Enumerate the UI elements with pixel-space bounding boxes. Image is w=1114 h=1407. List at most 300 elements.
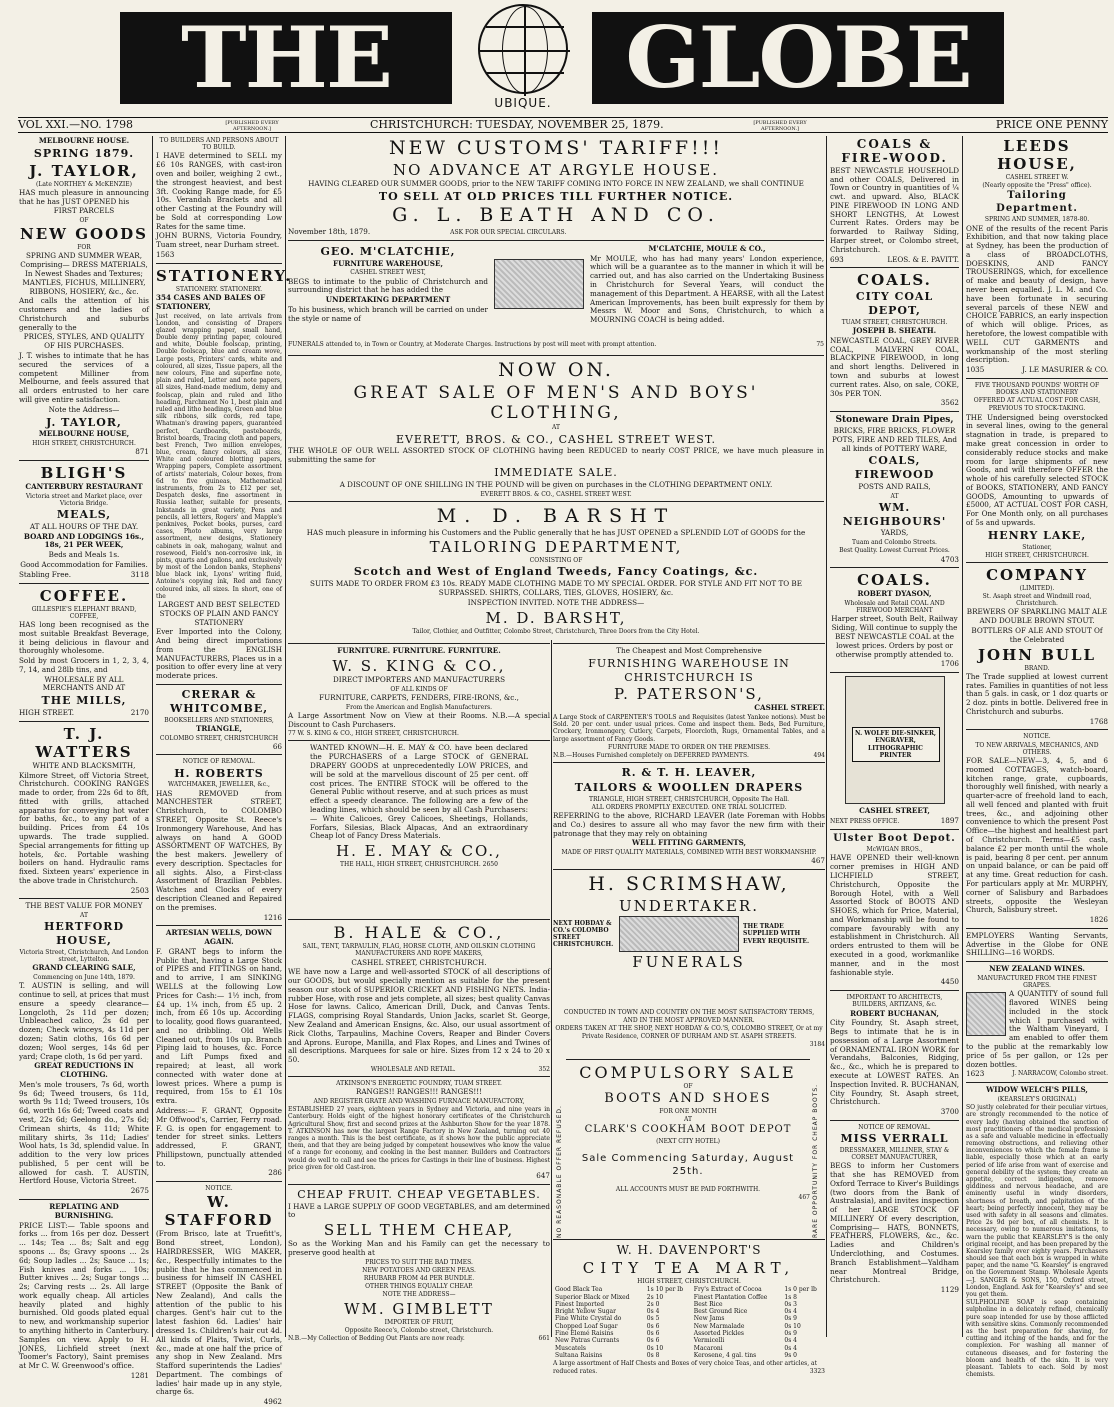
ad-name: MISS VERRALL [840, 1132, 949, 1146]
ad-text: Address:— F. GRANT, Opposite Mr Offwood's, Carrier, Ferry road. F. G. is open for engagement to tender for street sinks. Letters addressed, F. GRANT, Phillipstown, punctually attended to. [156, 1105, 282, 1168]
ad-subtitle: SPRING 1879. [33, 146, 135, 160]
ad-text: SPRING AND SUMMER WEAR, Comprising— DRESS MATERIALS, In Newest Shades and Textures; MANTLES, FICHUS, MILLINERY, RIBBONS, HOSIERY, &c., &c. [20, 251, 148, 296]
table-cell: 0s 8 [646, 1352, 660, 1359]
ad-text: J. LE MASURIER & CO. [1022, 365, 1108, 375]
table-cell: 0s 6 [646, 1322, 660, 1330]
ad-name: EVERETT, BROS. & CO., CASHEL STREET WEST. [395, 432, 717, 446]
table-cell: 0s 4 [784, 1308, 797, 1316]
published-note-left: [PUBLISHED EVERY AFTERNOON.] [225, 120, 279, 132]
ad-text: Beds and Meals 1s. [48, 550, 120, 560]
ad-text: (NEXT CITY HOTEL) [656, 1137, 720, 1145]
ad-text: Best Quality. Lowest Current Prices. [839, 547, 950, 555]
ad-text: Mr MOULE, who has had many years' London experience, which will be a guarantee as to the manner in which it will be carried out, and has also carried on the Undertaking Business in Christchurch for Several Years, will conduct the management of this Department. A HEARSE, with all the Latest American Improvements, has been built expressly for them by Messrs W. Moor and Sons, Christchurch, to which a MOURNING COACH is being added. [590, 253, 824, 325]
ad-text: HIGH STREET, CHRISTCHURCH. [985, 551, 1089, 559]
table-cell: 0s 3 [784, 1300, 797, 1308]
ad-headline: IMMEDIATE SALE. [494, 465, 618, 479]
table-cell: New Marmalade [693, 1322, 745, 1330]
ad-number: 661 [538, 1334, 550, 1342]
ad-title: W. STAFFORD [164, 1193, 274, 1230]
ad-name: H. SCRIMSHAW, [588, 873, 790, 896]
ad-text: Stationer, [1022, 543, 1052, 551]
ad-text: N.B.—My Collection of Bedding Out Plants are now ready. [288, 1334, 465, 1342]
ad-name: B. HALE & CO., [333, 923, 505, 942]
published-note-right: [PUBLISHED EVERY AFTERNOON.] [753, 120, 807, 132]
ad-subtitle: DRESSMAKER, MILLINER, STAY & CORSET MANUFACTURER, [839, 1146, 950, 1161]
ad-text [966, 1070, 1108, 1079]
table-cell: Muscatels [555, 1344, 586, 1352]
ad-name: ROBERT DYASON, [857, 589, 932, 599]
ad-text: FURNITURE, CARPETS, FENDERS, FIRE-IRONS, &c., [319, 692, 519, 702]
table-cell: Superior Black or Mixed [555, 1293, 630, 1301]
wolfe-sign: N. WOLFE DIE-SINKER, ENGRAVER, LITHOGRAPHIC PRINTER [852, 727, 940, 762]
ad-text: (From Brisco, late at Truefitt's, Bond street, London), HAIRDRESSER, WIG MAKER, &c., Respectfully intimates to the public that he has commenced in business for himself IN CASHEL STREET (Opposite the Bank of New Zealand), And calls the attention of the public to his charges. Gent's hair cut to the latest fashion 6d. Ladies' hair dressed 1s. Children's hair cut 4d. All kinds of Plaits, Twist, Curls, &c., made at one half the price of any shop in New Zealand. Mrs Stafford superintends the Ladies' Department. The combings of ladies' hair made up in any style, charge 6s. [156, 1229, 282, 1397]
ad-date: November 18th, 1879. [288, 227, 371, 237]
ad-text: WHOLESALE AND RETAIL. [370, 1065, 456, 1073]
ad-number: 647 [536, 1170, 550, 1180]
ad-name: ROBERT BUCHANAN, [850, 1008, 939, 1018]
ad-name: W. H. DAVENPORT'S [616, 1243, 762, 1257]
table-cell: Finest Imported [555, 1300, 605, 1308]
ad-headline: WELL FITTING GARMENTS, [631, 838, 747, 848]
ad-number: 1281 [130, 1370, 149, 1380]
ad-headline: RANGES!! RANGES!!! RANGES!!! [355, 1087, 483, 1097]
ad-title: ARTESIAN WELLS, DOWN AGAIN. [165, 928, 273, 947]
ad-text: IMPORTER OF FRUIT, [384, 1318, 454, 1326]
ad-number: 4962 [263, 1397, 282, 1407]
ad-title: ATKINSON'S ENERGETIC FOUNDRY, TUAM STREET. [336, 1080, 502, 1088]
ad-headline: NEW CUSTOMS' TARIFF!!! [388, 137, 724, 159]
ad-headline: Sale Commencing Saturday, August 25th. [581, 1153, 795, 1177]
ad-text [288, 341, 824, 348]
ad-subtitle: FURNITURE WAREHOUSE, [333, 258, 443, 268]
ad-headline: TAILORING DEPARTMENT, [429, 538, 683, 557]
ad-subtitle: TAILORS & WOOLLEN DRAPERS [574, 780, 804, 794]
ad-text: Tuam and Colombo Streets. [852, 539, 937, 547]
ad-number: 1706 [940, 659, 959, 669]
ad-text: COLOMBO STREET, CHRISTCHURCH [159, 734, 279, 742]
ad-text: THE TRADE SUPPLIED WITH EVERY REQUISITE. [743, 923, 810, 945]
ad-number: 66 [272, 741, 282, 751]
ad-name: WM. GIMBLETT [344, 1299, 494, 1318]
table-row [553, 1294, 825, 1301]
ad-text: CASHEL STREET W. [1005, 174, 1069, 181]
knight-illustration [845, 676, 945, 804]
ad-headline: MEALS, [56, 508, 112, 522]
ad-subtitle: UNDERTAKER. [618, 896, 759, 915]
ad-name: JOHN BULL [977, 645, 1097, 664]
ad-number: 3562 [940, 398, 959, 408]
table-cell: Assorted Pickles [693, 1330, 744, 1338]
table-cell: Fine White Crystal do [555, 1315, 622, 1323]
ad-text: TUAM STREET, CHRISTCHURCH. [841, 318, 948, 326]
table-row [553, 1330, 825, 1337]
column-rule [551, 640, 552, 916]
ad-text: FURNITURE MADE TO ORDER ON THE PREMISES. [607, 743, 770, 751]
ad-melbourne-house [19, 137, 149, 457]
ad-text: MADE OF FIRST QUALITY MATERIALS, COMBINED WITH BEST WORKMANSHIP. [561, 849, 817, 857]
ad-text [19, 571, 149, 580]
ad-text: NOTE THE ADDRESS— [382, 1291, 456, 1299]
ad-title: COALS. [857, 571, 932, 590]
side-tag-left: NO REASONABLE OFFER REFUSED. [556, 1105, 563, 1238]
ad-text: FIRST PARCELS [53, 206, 115, 216]
ad-text: LEOS. & E. PAVITT. [887, 254, 959, 264]
ad-name: J. TAYLOR, [46, 415, 122, 429]
ad-title: REPLATING AND BURNISHING. [49, 1202, 119, 1220]
table-cell: Bright Yellow Sugar [555, 1308, 616, 1316]
ad-text: HIGH STREET, CHRISTCHURCH. [32, 440, 136, 448]
ad-text: Stabling Free. [19, 569, 72, 579]
ad-headline: NO ADVANCE AT ARGYLE HOUSE. [393, 160, 719, 179]
ad-text: And calls the attention of his customers and the ladies of Christchurch and suburbs generally to the [19, 296, 149, 332]
ad-text: AT [551, 424, 560, 432]
wide-top-block [288, 136, 824, 636]
ad-title: TO BUILDERS AND PERSONS ABOUT TO BUILD. [159, 137, 279, 152]
ad-headline: GREAT REDUCTIONS IN CLOTHING. [34, 1061, 134, 1080]
ad-name: R. & T. H. LEAVER, [621, 766, 757, 780]
column-1 [16, 136, 152, 1380]
ad-subtitle: STATIONERY. STATIONERY. [175, 285, 263, 293]
ad-text: J. T. wishes to intimate that he has secured the services of a competent Milliner from Melbourne, and feels assured that all orders entrusted to her care will give entire satisfaction. [19, 351, 149, 404]
ad-text: The Cheapest and Most Comprehensive [616, 646, 762, 655]
ad-headline: 354 CASES AND BALES OF STATIONERY, [156, 292, 266, 311]
ad-title: Stoneware Drain Pipes, [835, 415, 954, 426]
ad-text: BREWERS OF SPARKLING MALT ALE AND DOUBLE BROWN STOUT. [966, 607, 1108, 626]
ad-text: REFERRING to the above, RICHARD LEAVER (late Foreman with Hobbs and Co.) desires to assure all who may favor the new firm with their patronage that they may rely on obtaining [553, 811, 825, 838]
ad-text: AT [79, 912, 88, 920]
ad-text [288, 1335, 550, 1342]
table-cell: Fry's Extract of Cocoa [693, 1286, 762, 1294]
ad-number: 352 [538, 1065, 550, 1073]
table-cell: Vermicelli [693, 1337, 725, 1345]
ad-text: WANTED KNOWN—H. E. MAY & CO. have been declared the PURCHASERS of a Large STOCK of GENERAL DRAPERY GOODS at unprecedentedly LOW PRICES, and will be sold at the marvellous discount of 25 per cent. off cost prices. The ENTIRE STOCK will be offered to the General Public without reserve, and at such prices as must effect a speedy clearance. The following are a few of the leading lines, which should be seen by all Cash Purchasers:— White Calicoes, Grey Calicoes, Sheetings, Hollands, Forfars, Silesias, Black Alpacas, And an extraordinary Cheap lot of Fancy Dress Materials. [310, 743, 528, 841]
ad-title: FURNITURE. FURNITURE. FURNITURE. [337, 646, 501, 655]
ad-title: BLIGH'S [40, 464, 128, 482]
ad-text: NEXT HOBDAY & CO.'s COLOMBO STREET CHRISTCHURCH. [553, 919, 614, 949]
ad-headline: Scotch and West of England Tweeds, Fancy Coatings, &c. [353, 565, 759, 579]
ad-headline: CITY COAL DEPOT, [855, 290, 934, 318]
ad-title: COALS & FIRE-WOOD. [841, 137, 948, 166]
ad-text: AT [683, 1116, 692, 1124]
ad-employers: EMPLOYERS Wanting Servants, Advertise in the Globe for ONE SHILLING—16 WORDS. [966, 930, 1108, 958]
table-row [553, 1315, 825, 1322]
ad-text: Opposite Reece's, Colombo street, Christchurch. [344, 1326, 494, 1334]
ad-gimblett [288, 1188, 550, 1342]
table-cell: 0s 10 [646, 1344, 664, 1352]
ad-text: FOR ONE MONTH [659, 1107, 717, 1115]
ad-number: 467 [798, 1194, 810, 1202]
ad-tj-watters [19, 725, 149, 896]
table-cell: Good Black Tea [555, 1286, 603, 1294]
ad-text: So as the Working Man and his Family can get the necessary to preserve good health at [288, 1239, 550, 1257]
funeral-carriage-illustration [619, 916, 739, 952]
ad-title: COALS. [857, 271, 932, 290]
ad-text: MELBOURNE HOUSE, [38, 429, 130, 439]
table-cell: 0s 6 [646, 1337, 660, 1345]
ad-headline: CITY TEA MART, [582, 1259, 796, 1277]
ad-title: NEW ZEALAND WINES. [989, 964, 1085, 974]
ad-number: 286 [268, 1168, 282, 1178]
globe-icon [478, 4, 568, 94]
table-cell: 0s 5 [646, 1315, 660, 1323]
ad-text: The Trade supplied at lowest current rates. Families in quantities of not less than 5 gals. in cask, or 1 doz quarts or 2 doz. pints in bottle. Delivered free in Christchurch and suburbs. [966, 671, 1108, 716]
ad-text: ESTABLISHED 27 years, eighteen years in Sydney and Victoria, and nine years in Canterbury. Holds eight of the highest honorary certificates of the Christchurch Agricultural Show, first and second prizes at the Ashburton Show for the year 1878. T. ATKINSON has now the largest Range Factory in New Zealand, turning out 40 ranges a month. This is the best certificate, as it shows how the public appreciate them, and that they are being judged by competent housewives who know the value of a range for economy, and cooking in the best manner. Builders and Contractors would do well to call and see the prices for Castings in their line of business. Highest price given for old Cast-iron. [288, 1106, 550, 1171]
ad-text: BOARD AND LODGINGS 16s., 18s, 21 PER WEEK, [23, 531, 145, 550]
ad-headline: NEW GOODS [20, 225, 148, 244]
ad-text: CASHEL STREET, [859, 806, 930, 816]
ad-text: PRICE LIST:— Table spoons and forks ... from 16s per doz. Dessert ... 14s; Tea ... 8s; Salt and egg spoons ... 8s; Gravy spoons ... 2s 6d; Soup ladles ... 2s; Sauce ... 1s; Fish knives and forks ... 10s; Butter knives ... 2s; Sugar tongs ... 2s; Carving rests ... 2s. All large work equally cheap. All articles heavily plated and highly burnished. Old goods plated equal to new, and workmanship superior to anything hitherto in Canterbury. Samples on view. Apply to H. JONES, Lichfield street (next Toomer's Factory), Saint premises at Mr C. W. Greenwood's office. [19, 1220, 149, 1371]
table-cell: 0s 4 [784, 1337, 797, 1345]
ad-name: J. TAYLOR, [29, 161, 139, 180]
ad-text: N.B.—Houses Furnished completely on DEFERRED PAYMENTS. [553, 752, 749, 759]
ad-leaver [553, 766, 825, 866]
table-cell: Chopped Loaf Sugar [555, 1322, 618, 1330]
ad-artesian-wells [156, 929, 282, 1178]
ad-dyason [830, 571, 959, 669]
column-rule [551, 916, 552, 1337]
ad-text: YARDS, [880, 528, 909, 538]
ad-text: ONE of the results of the recent Paris Exhibition, and that now taking place at Sydney, has been the production of a class of BROADCLOTHS, DOESKINS, AND FANCY TROUSERINGS, which, for excellence of make and beauty of design, have never been equalled. J. L. M. and Co. have been fortunate in securing several parcels of these NEW and CHOICE FABRICS, an early inspection of which will oblige. Prices, as heretofore, the lowest compatible with WELL CUT GARMENTS and workmanship of the most sterling description. [966, 223, 1108, 365]
ad-title: WIDOW WELCH'S PILLS, [986, 1085, 1088, 1095]
ad-number: 1768 [1089, 716, 1108, 726]
ad-text: JOHN BURNS, Victoria Foundry, Tuam street, near Durham street. [156, 231, 282, 250]
table-row [553, 1286, 825, 1293]
ad-text: From the American and English Manufacturers. [345, 703, 493, 711]
table-cell: New Patras Currants [555, 1337, 620, 1345]
ad-text [966, 366, 1108, 375]
ad-text: SO justly celebrated for their peculiar virtues, are strongly recommended to the notice of every lady (having obtained the sanction of most practitioners of the medical profession) as a safe and valuable medicine in effectually removing obstructions, and relieving other inconveniences to which the female frame is liable, especially those which at an early period of life arise from want of exercise and general debility of the system; they create an appetite, correct indigestion, remove giddiness and nervous headache, and are eminently useful in windy disorders, shortness of breath, and palpitation of the heart; being perfectly innocent, they may be used with safety in all seasons and climates. Price 2s 9d per box, of all chemists. It is necessary, owing to numerous imitations, to warn the public that KEARSLEY'S is the only original receipt, and has been prepared by the Kearsley family over eighty years. Purchasers should see that each box is wrapped in white paper, and the name "G. Kearsley" is engraved on the Government Stamp. Wholesale Agents—J. SANGER & SONS, 150, Oxford street, London, England. Ask for "Kearsley's" and see you get them. [966, 1104, 1108, 1298]
ad-name: WM. NEIGHBOURS' [842, 500, 947, 528]
ad-title: HERTFORD HOUSE, [44, 920, 124, 948]
ad-text: BEST NEWCASTLE HOUSEHOLD and other COALS, Delivered in Town or Country in quantities of ¼ cwt. and upward. Also, BLACK PINE FIREWOOD IN LONG AND SHORT LENGTHS, At Lowest Current Rates. Orders may be forwarded to Railway Siding, Harper street, or Colombo street, Christchurch. [830, 165, 959, 254]
ad-mclatchie [288, 244, 824, 352]
ad-number: 1623 [966, 1069, 985, 1079]
ad-title: CHEAP FRUIT. CHEAP VEGETABLES. [297, 1187, 541, 1201]
table-cell: Fine Elemé Raisins [555, 1330, 614, 1338]
ad-name: H. ROBERTS [174, 766, 264, 780]
table-cell: 0s 10 [784, 1322, 801, 1330]
column-2 [153, 136, 293, 1407]
ad-subtitle: WATCHMAKER, JEWELLER, &c., [168, 781, 270, 789]
table-cell: Macaroni [693, 1344, 723, 1352]
ad-text: Harper street, South Belt, Railway Siding, Will continue to supply the BEST NEWCASTLE COAL at the lowest prices. Orders by post or otherwise promptly attended to. [831, 614, 958, 659]
masthead-title-right: GLOBE [592, 12, 1004, 104]
ad-number: 1216 [263, 912, 282, 922]
ad-title: Ulster Boot Depot. [833, 832, 956, 844]
ad-text: THE WHOLE OF OUR WELL ASSORTED STOCK OF CLOTHING having been REDUCED to nearly COST PRICE, we have much pleasure in submitting the same for [288, 446, 824, 465]
ad-text: ORDERS TAKEN AT THE SHOP, NEXT HOBDAY & CO.'S, COLOMBO STREET, Or at my Private Residence, CORNER OF DURHAM AND ST. ASAPH STREETS. [555, 1025, 823, 1040]
ad-headline: GREAT SALE OF MEN'S AND BOYS' CLOTHING, [353, 382, 759, 424]
ad-blighs-restaurant [19, 464, 149, 580]
ad-text [310, 861, 528, 868]
ad-text: Tailor, Clothier, and Outfitter, Colombo Street, Christchurch, Three Doors from the City Hotel. [412, 627, 700, 635]
ad-text: TRIANGLE, HIGH STREET, CHRISTCHURCH, Opposite The Hall. [588, 795, 790, 803]
ad-text: HIGH STREET. [19, 707, 75, 717]
ad-name: M'CLATCHIE, MOULE & CO., [648, 243, 766, 253]
ad-text: Kilmore Street, off Victoria Street, Christchurch. COOKING RANGES made to order, from 22s 6d to 8ft, fitted with grills, attached apparatus for conveying hot water for baths, &c., to any part of a building. Prices from £4 10s upwards. The trade supplied. Special arrangements for fitting up hotels, &c. Portable washing boilers on hand. Hydraulic rams fixed. Sixteen years' experience in the above trade in Christchurch. [19, 770, 149, 885]
ad-text: NOTICE OF REMOVAL. [858, 1123, 931, 1131]
ad-text: SUITS MADE TO ORDER FROM £3 10s. READY MADE CLOTHING MADE TO MY SPECIAL ORDER. FOR STYLE AND FIT NOT TO BE SURPASSED. SHIRTS, COLLARS, TIES, GLOVES, HOSIERY, &c. [310, 579, 802, 597]
ad-name: M. D. BARSHT, [485, 608, 627, 627]
ad-text: I HAVE a LARGE SUPPLY OF GOOD VEGETABLES, and am determined to [288, 1201, 550, 1220]
ad-builders [156, 137, 282, 260]
ad-argyle-house [288, 137, 824, 237]
ad-number: 1129 [940, 1285, 959, 1295]
ad-name: HENRY LAKE, [987, 528, 1087, 542]
ad-crerar-whitcombe [156, 688, 282, 751]
ad-text: Good Accommodation for Families. [20, 560, 148, 570]
ad-text: A DISCOUNT OF ONE SHILLING IN THE POUND will be given on purchases in the CLOTHING DEPARTMENT ONLY. [339, 479, 773, 489]
ad-text: FUNERALS attended to, in Town or Country, at Moderate Charges. Instructions by post will meet with prompt attention. [288, 340, 657, 348]
ad-headline: Tailoring Department. [996, 190, 1078, 214]
ad-name: G. L. BEATH AND CO. [392, 204, 720, 227]
ad-text: LARGEST AND BEST SELECTED STOCKS OF PLAIN AND FANCY STATIONERY [158, 600, 280, 627]
table-cell: Best Rice [693, 1300, 723, 1308]
ad-name: McWIGAN BROS., [866, 846, 923, 854]
ad-text: Victoria street and Market place, over Victoria Bridge. [25, 492, 143, 507]
ad-text: HAS REMOVED from MANCHESTER STREET, Christchurch, to COLOMBO STREET, Opposite St. Reece's Ironmongery Warehouse, And has always on hand A GOOD ASSORTMENT OF WATCHES, By the best makers. Jewellery of every description. Spectacles for all sights. Also, a First-class Assortment of Brazilian Pebbles. Watches and Clocks of every description Cleaned and Repaired on the premises. [156, 788, 282, 912]
ad-text: WE have now a Large and well-assorted STOCK of all descriptions of our GOODS, but would specially mention as suitable for the present season our stock of SUPERIOR CRICKET AND FISHING NETS. India-rubber Hose, with rose and jets complete, all sizes; best quality Canvas Hose for lawns. Calico, American Drill, Duck, and Canvas Tents. FLAGS, comprising Royal Standards, Union Jacks, scarlet St. George, New Zealand and American Ensigns, &c. Also, our usual assortment of Rick Cloths, Tarpaulins, Machine Covers, Reaper and Binder Covers and Aprons. Europe, Manilla, and Flax Ropes, and Lines and Twines of all descriptions. Marquees for sale or hire. Sizes from 12 x 24 to 20 x 50. [288, 967, 550, 1065]
ad-text: (Late NORTHEY & McKENZIE) [36, 180, 132, 188]
ad-buchanan [830, 994, 959, 1117]
ad-city-coal-depot [830, 271, 959, 408]
ad-number: 4450 [940, 977, 959, 987]
ad-text: F. GRANT begs to inform the Public that, having a Large Stock of PIPES and FITTINGS on hand, and to arrive, I am SINKING WELLS at the following Low Prices for Cash:— 1½ inch, from £4 up. 1¼ inch, from £5 up. 2 inch, from £6 10s up. According to locality, good flows guaranteed, and no dribbling. Old Wells Cleaned out, from 10s up. Branch Piping laid to houses, &c. Force and Lift Pumps fixed and repaired; at least, all work connected with water done at lowest prices. Where a pump is required, from 15s to £1 10s extra. [156, 946, 282, 1106]
ad-text: Men's mole trousers, 7s 6d, worth 9s 6d; Tweed trousers, 6s 11d, worth 9s 11d; Tweed trousers, 10s 6d, worth 16s 6d; Tweed coats and vest, 22s 6d; Geelong do., 27s 6d; Crimean shirts, 4s 11d; White military shirts, 3s 11d; Ladies' Wool hats, 1s 3d, splendid value. In addition to the very low prices published, 5 per cent will be allowed for cash. T. AUSTIN, Hertford House, Victoria Street. [19, 1079, 149, 1186]
table-cell: Sultana Raisins [555, 1352, 603, 1359]
ad-headline: NOW ON. [498, 358, 614, 381]
ad-atkinson [288, 1080, 550, 1181]
ad-subtitle: AND REGISTER GRATE AND WASHING FURNACE MANUFACTORY, [313, 1098, 525, 1106]
ad-text: WHOLESALE BY ALL MERCHANTS AND AT [42, 674, 126, 693]
table-row [553, 1308, 825, 1315]
scrimshaw-terms [553, 1008, 825, 1052]
ad-text: T. AUSTIN is selling, and will continue to sell, at prices that must ensure a speedy clearance— Longcloth, 2s 11d per dozen; Unbleached calico, 2s 6d per dozen; Check winceys, 4s 11d per dozen; Satin cloths, 16s 6d per dozen; Wool serges, 14s 6d per yard; Crape cloth, 1s 6d per yard. [19, 981, 149, 1061]
table-cell: Kerosene, 4 gal. tins [693, 1352, 757, 1359]
ad-text: SPRING AND SUMMER, 1878-80. [984, 216, 1090, 224]
ad-nz-wines [966, 965, 1108, 1079]
ad-text [553, 1360, 825, 1374]
masthead [0, 0, 1114, 118]
table-row [553, 1345, 825, 1352]
ad-subtitle: Wholesale and Retail COAL AND FIREWOOD MERCHANT [844, 600, 945, 615]
ad-leeds-house [966, 137, 1108, 375]
ad-ws-king [288, 647, 550, 737]
ad-text: CASHEL STREET, CHRISTCHURCH. [351, 957, 487, 967]
ad-title: COFFEE. [39, 586, 129, 605]
ad-miss-verrall [830, 1124, 959, 1295]
ad-text: RHUBARB FROM 4d PER BUNDLE. [363, 1275, 475, 1282]
ad-subtitle: (KEARSLEY'S ORIGINAL) [997, 1095, 1077, 1103]
ad-title: STATIONERY. [156, 266, 293, 285]
masthead-title-left: THE [120, 12, 452, 104]
ad-number: 2170 [130, 707, 149, 717]
ad-number: 2650 [482, 861, 498, 869]
ad-md-barsht [288, 505, 824, 635]
ad-number: 1826 [1089, 915, 1108, 925]
ad-neighbours [830, 415, 959, 564]
ad-text: MANUFACTURED FROM THE FINEST GRAPES. [977, 974, 1097, 990]
ad-text: Ever Imported into the Colony, And being direct importations from the ENGLISH MANUFACTURERS, Places us in a position to offer every line at very moderate prices. [156, 627, 282, 681]
ad-text: NEW POTATOES AND GREEN PEAS. [362, 1266, 476, 1274]
ad-text: EVERETT BROS. & CO., CASHEL STREET WEST. [480, 490, 632, 498]
ad-number: 871 [135, 447, 149, 457]
ad-headline: FURNISHING WAREHOUSE IN CHRISTCHURCH IS [588, 656, 790, 684]
ad-title: FIVE THOUSAND POUNDS' WORTH OF BOOKS AND STATIONERY [974, 381, 1100, 397]
ad-number: 1563 [156, 249, 175, 259]
ad-text: BOTTLERS OF ALE AND STOUT Of the Celebrated [971, 626, 1103, 644]
table-cell: New Jams [693, 1315, 725, 1323]
ad-text: HAS long been recognised as the most suitable Breakfast Beverage, it being delicious in flavour and thoroughly wholesome. [19, 619, 149, 656]
ad-text [553, 752, 825, 759]
ad-text: CASHEL STREET. [754, 703, 825, 713]
table-row [553, 1352, 825, 1359]
ad-text: HAS much pleasure in informing his Customers and the Public generally that he has JUST OPENED a SPLENDID LOT of GOODS for the [306, 527, 806, 537]
grapes-illustration [966, 992, 1006, 1036]
ad-headline: UNDERTAKING DEPARTMENT [325, 295, 451, 305]
ad-number: 1035 [966, 365, 985, 375]
ad-title: LEEDS HOUSE, [997, 137, 1077, 173]
ad-name: CLARK'S COOKHAM BOOT DEPOT [584, 1124, 792, 1136]
ad-headline: BOOTS AND SHOES [604, 1091, 772, 1107]
table-row [553, 1301, 825, 1308]
ad-replating [19, 1203, 149, 1381]
table-cell: 1s 10 per lb [646, 1286, 684, 1294]
ad-subtitle: SAIL, TENT, TARPAULIN, FLAG, HORSE CLOTH, AND OILSKIN CLOTHING MANUFACTURERS AND ROPE MAKERS, [302, 943, 536, 958]
ad-widow-welch [966, 1086, 1108, 1378]
ad-text: A QUANTITY of sound full flavored WINES being included in the stock which I purchased with the Waltham Vineyard, I am enabled to offer them to the public at the remarkably low price of 5s per gallon, or 12s per dozen bottles. [966, 989, 1108, 1069]
ad-text: CONDUCTED IN TOWN AND COUNTRY ON THE MOST SATISFACTORY TERMS, [563, 1009, 815, 1016]
table-cell: Finest Plantation Coffee [693, 1293, 768, 1301]
ad-h-roberts [156, 758, 282, 922]
ad-text: PRICES TO SUIT THE BAD TIMES. [365, 1258, 473, 1266]
ad-name: H. E. MAY & CO., [336, 842, 502, 861]
ad-text: City Foundry, St. Asaph street, Begs to intimate that he is in possession of a Large Assortment of ORNAMENTAL IRON WORK for Verandahs, Balconies, Ridging, &c., &c., which he is prepared to execute at LOWEST RATES. An Inspection Invited. R. BUCHANAN, City Foundry, St. Asaph street, Christchurch. [830, 1018, 959, 1107]
ad-number: 3700 [940, 1107, 959, 1117]
hearse-illustration [494, 259, 584, 309]
table-cell: 2s 0 [646, 1300, 660, 1308]
ad-number: 2675 [130, 1186, 149, 1196]
ad-headline: COMPULSORY SALE [579, 1063, 797, 1082]
ad-text: (LIMITED). [1019, 584, 1055, 592]
ad-stationery [156, 266, 293, 681]
ad-text: TO NEW ARRIVALS, MECHANICS, AND OTHERS. [975, 741, 1099, 756]
ad-text: TRIANGLE, [195, 723, 242, 733]
ad-text: AND IN THE MOST APPROVED MANNER. [623, 1017, 755, 1025]
table-cell: 9s 0 [784, 1352, 797, 1359]
ad-text: THE Undersigned being overstocked in several lines, owing to the general stagnation in trade, is prepared to make great concession in order to considerably reduce stocks and make room for large shipments of new Goods, and will therefore OFFER the whole of his carefully selected STOCK of BOOKS, STATIONERY, AND FANCY GOODS, Amounting to upwards of £5000, AT ACTUAL COST FOR CASH, For One Month only, on all purchases of 5s and upwards. [966, 412, 1108, 527]
ad-text: ALL ORDERS PROMPTLY EXECUTED. ONE TRIAL SOLICITED. [591, 803, 787, 811]
ad-text: J. NARRACOW, Colombo street. [1012, 1070, 1108, 1078]
ad-he-may [288, 744, 550, 868]
price-list-table [553, 1286, 825, 1359]
ad-compulsory-sale [566, 1056, 810, 1236]
ad-text: OFFERED AT ACTUAL COST FOR CASH, [973, 397, 1101, 405]
ad-coffee [19, 587, 149, 718]
ad-scrimshaw [553, 873, 825, 915]
table-cell: 1s 0 per lb [784, 1286, 817, 1294]
scrimshaw-continued [553, 916, 825, 1008]
ad-title: T. J. WATTERS [35, 724, 133, 761]
ad-text: A Large Assortment Now on View at their Rooms. N.B.—A special Discount to Cash Purchasers. [288, 710, 550, 729]
ad-text: THE HALL, HIGH STREET, CHRISTCHURCH. [340, 861, 481, 869]
ad-headline: FUNERALS [632, 953, 746, 971]
ad-text: POSTS AND RAILS, [858, 481, 931, 491]
ad-text: HIGH STREET, CHRISTCHURCH. [637, 1278, 741, 1285]
column-rule [285, 136, 286, 1337]
table-cell: Best Ground Rice [693, 1308, 748, 1316]
ad-subtitle: DIRECT IMPORTERS AND MANUFACTURERS [332, 674, 506, 684]
